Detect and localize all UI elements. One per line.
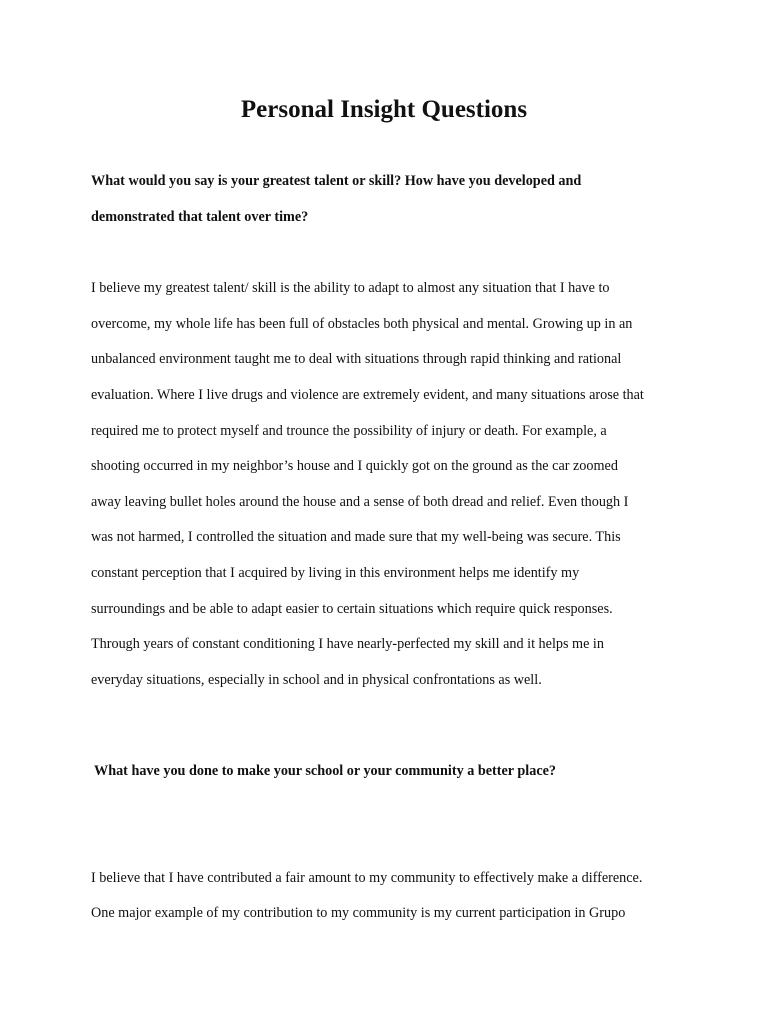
answer-1-line: shooting occurred in my neighbor’s house and I quickly got on the ground as the car zoomed [91, 458, 618, 474]
answer-1-line: overcome, my whole life has been full of obstacles both physical and mental. Growing up in an [91, 316, 633, 332]
answer-1-line: everyday situations, especially in school and in physical confrontations as well. [91, 672, 542, 688]
answer-1-line: unbalanced environment taught me to deal with situations through rapid thinking and rational [91, 351, 622, 367]
answer-1-line: I believe my greatest talent/ skill is the ability to adapt to almost any situation that I have to [91, 280, 610, 296]
answer-1-line: evaluation. Where I live drugs and violence are extremely evident, and many situations arose that [91, 387, 644, 403]
answer-1-line: required me to protect myself and trounce the possibility of injury or death. For example, a [91, 423, 607, 439]
page-title: Personal Insight Questions [240, 96, 528, 123]
question-2-line: What have you done to make your school or your community a better place? [94, 763, 557, 779]
answer-1-line: surroundings and be able to adapt easier to certain situations which require quick responses. [91, 601, 613, 617]
answer-1-line: was not harmed, I controlled the situation and made sure that my well-being was secure. This [91, 529, 621, 545]
answer-2-line: I believe that I have contributed a fair amount to my community to effectively make a difference. [91, 870, 643, 886]
answer-1-line: Through years of constant conditioning I have nearly-perfected my skill and it helps me in [91, 636, 604, 652]
answer-1-line: away leaving bullet holes around the house and a sense of both dread and relief. Even though I [91, 494, 629, 510]
answer-2-line: One major example of my contribution to my community is my current participation in Grupo [91, 905, 626, 921]
answer-1-line: constant perception that I acquired by living in this environment helps me identify my [91, 565, 580, 581]
question-1-line: What would you say is your greatest talent or skill? How have you developed and [91, 173, 582, 189]
question-1-line: demonstrated that talent over time? [91, 209, 309, 225]
